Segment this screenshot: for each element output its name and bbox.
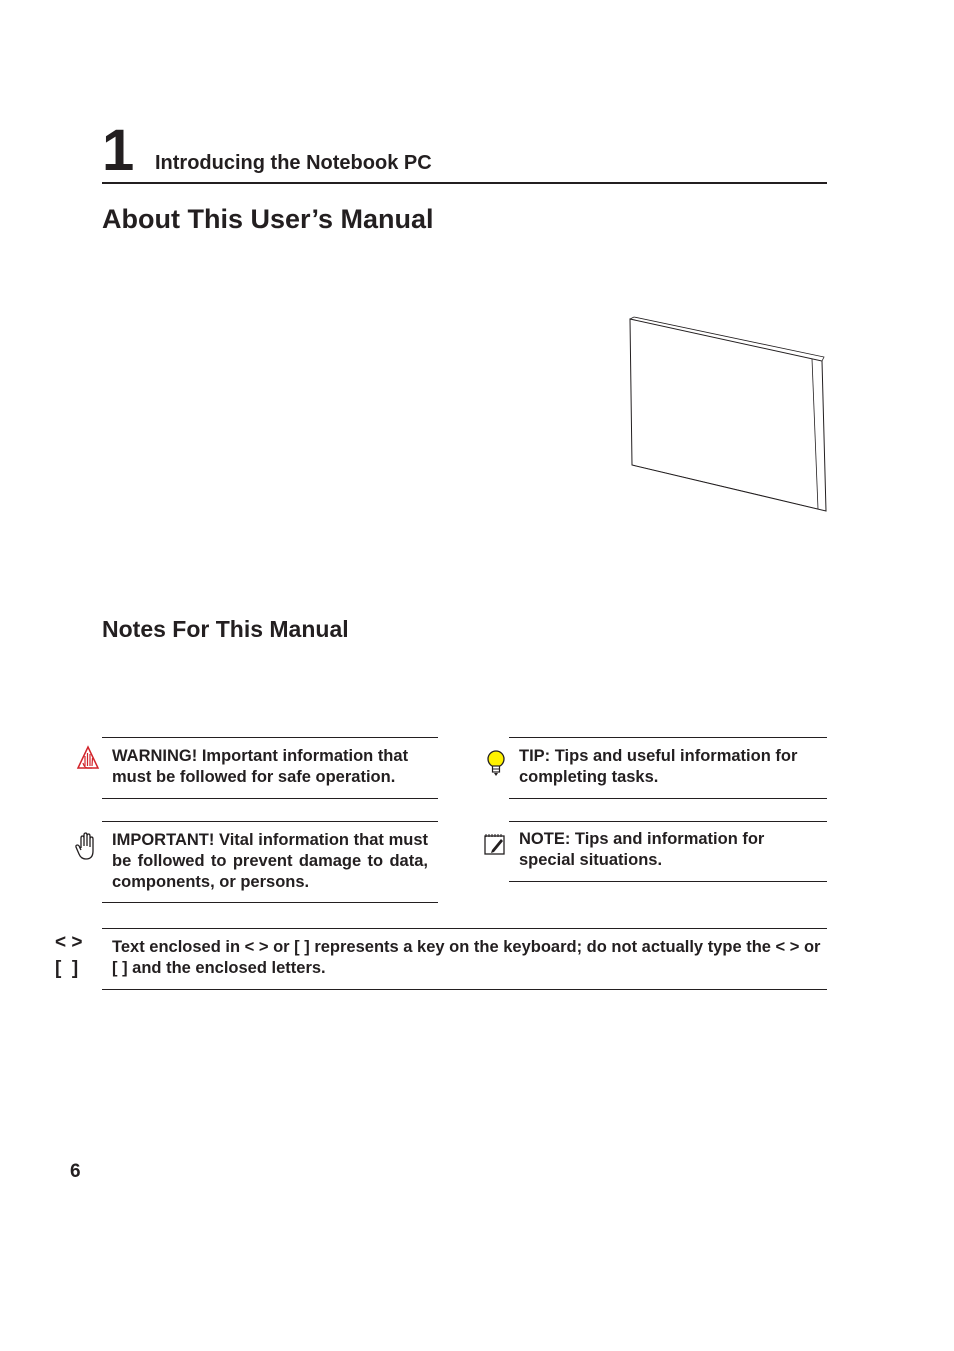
warning-text: WARNING! Important information that must be followed for safe operation.: [112, 747, 409, 786]
tip-top-rule: [509, 737, 827, 738]
page-title: About This User’s Manual: [102, 204, 434, 234]
important-top-rule: [102, 821, 438, 822]
raised-hand-icon: [74, 832, 100, 862]
warning-bottom-rule: [102, 798, 438, 799]
header-divider: [102, 182, 827, 184]
tip-bottom-rule: [509, 798, 827, 799]
warning-top-rule: [102, 737, 438, 738]
chapter-number: 1: [102, 118, 135, 183]
lightbulb-icon: [484, 748, 510, 778]
important-bottom-rule: [102, 902, 438, 903]
square-bracket-symbol: [ ]: [55, 958, 79, 979]
key-notation-bottom-rule: [102, 989, 827, 990]
manual-book-illustration: [626, 315, 830, 515]
note-top-rule: [509, 821, 827, 822]
notepad-pencil-icon: [482, 830, 508, 860]
angle-bracket-symbol: < >: [55, 932, 83, 953]
tip-text: TIP: Tips and useful information for completing tasks.: [519, 747, 798, 786]
important-text: IMPORTANT! Vital information that must be followed to prevent damage to data, components, or persons.: [112, 831, 428, 891]
note-text: NOTE: Tips and information for special situations.: [519, 830, 765, 869]
note-bottom-rule: [509, 881, 827, 882]
section-title: Notes For This Manual: [102, 616, 349, 642]
key-notation-text: Text enclosed in < > or [ ] represents a key on the keyboard; do not actually type the < > or [ ] and the enclosed letters.: [112, 938, 821, 977]
key-notation-symbols: [55, 930, 95, 982]
page-number: 6: [70, 1161, 81, 1182]
chapter-title: Introducing the Notebook PC: [155, 152, 432, 174]
warning-hand-icon: [75, 744, 101, 774]
key-notation-top-rule: [102, 928, 827, 929]
